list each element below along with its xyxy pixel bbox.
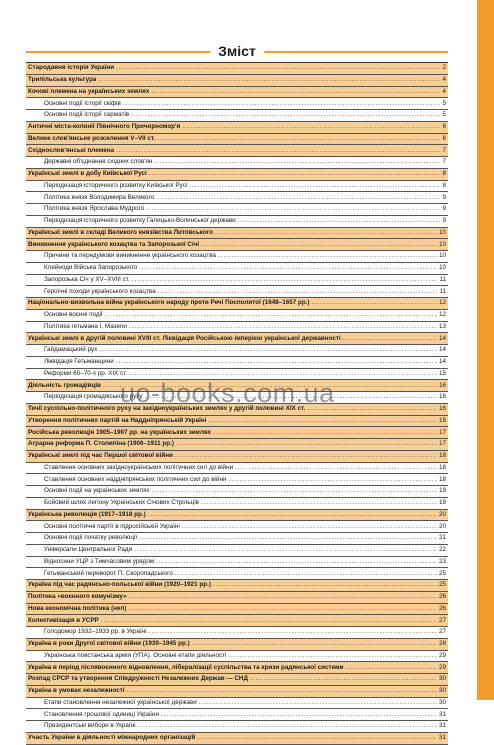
dot-leader	[128, 604, 437, 614]
entry-title: Діяльність громадівців	[28, 381, 101, 389]
entry-title: Українські землі в складі Великого князівства Литовського	[28, 228, 214, 236]
dot-leader	[152, 486, 437, 496]
toc-section-entry[interactable]	[26, 510, 448, 522]
entry-title: Ставлення основних наддніпрянських політичних сил до війни	[44, 475, 227, 483]
entry-title: Українські землі в другій половині XVIII ст. Ліквідація Російською імперією української державності	[28, 334, 341, 342]
toc-subsection-entry[interactable]	[26, 157, 448, 169]
entry-page-number: 13	[438, 322, 446, 330]
toc-section-entry[interactable]	[26, 662, 448, 674]
entry-page-number: 17	[438, 440, 446, 448]
dot-leader	[343, 334, 437, 344]
dot-leader	[127, 686, 437, 696]
toc-section-entry[interactable]	[26, 122, 448, 134]
dot-leader	[99, 345, 437, 355]
toc-subsection-entry[interactable]	[26, 286, 448, 298]
entry-page-number: 26	[438, 593, 446, 601]
entry-page-number: 31	[438, 722, 446, 730]
entry-title: Розпад СРСР та утворення Співдружності Незалежних Держав — СНД	[28, 675, 248, 683]
toc-subsection-entry[interactable]	[26, 557, 448, 569]
entry-page-number: 25	[438, 581, 446, 589]
toc-subsection-entry[interactable]	[26, 721, 448, 733]
entry-page-number: 10	[438, 264, 446, 272]
dot-leader	[176, 439, 437, 449]
entry-page-number: 23	[438, 557, 446, 565]
dot-leader	[201, 498, 437, 508]
entry-page-number: 20	[438, 522, 446, 530]
dot-leader	[182, 522, 437, 532]
toc-section-entry[interactable]	[26, 733, 448, 745]
entry-title: Античні міста-колонії Північного Причорномор'я	[28, 123, 181, 131]
toc-section-entry[interactable]	[26, 580, 448, 592]
toc-subsection-entry[interactable]	[26, 709, 448, 721]
dot-leader	[101, 616, 437, 626]
toc-subsection-entry[interactable]	[26, 263, 448, 275]
entry-title: Гетьманський переворот П. Скоропадського	[44, 569, 173, 577]
toc-section-entry[interactable]	[26, 686, 448, 698]
entry-page-number: 6	[442, 134, 446, 142]
dot-leader	[175, 451, 437, 461]
entry-title: Відносини УЦР з Тимчасовим урядом	[44, 557, 155, 565]
entry-page-number: 8	[442, 170, 446, 178]
entry-page-number: 10	[438, 228, 446, 236]
toc-subsection-entry[interactable]	[26, 322, 448, 334]
toc-subsection-entry[interactable]	[26, 345, 448, 357]
dot-leader	[105, 310, 437, 320]
dot-leader	[146, 204, 440, 214]
entry-title: Участь України в діяльності міжнародних організацій	[28, 734, 196, 742]
entry-page-number: 30	[438, 675, 446, 683]
dot-leader	[346, 663, 437, 673]
entry-title: Універсали Центральної Ради	[44, 546, 133, 554]
entry-title: Політика князя Ярослава Мудрого	[44, 205, 145, 213]
toc-subsection-entry[interactable]	[26, 275, 448, 287]
entry-title: Періодизація історичного розвитку Галицько-Волинської держави	[44, 217, 236, 225]
watermark: uo-books.com.ua	[120, 378, 335, 408]
entry-page-number: 29	[438, 651, 446, 659]
toc-subsection-entry[interactable]	[26, 310, 448, 322]
entry-page-number: 10	[438, 252, 446, 260]
toc-section-entry[interactable]	[26, 604, 448, 616]
toc-subsection-entry[interactable]	[26, 181, 448, 193]
toc-subsection-entry[interactable]	[26, 216, 448, 228]
entry-title: Політика гетьмана І. Мазепи	[44, 322, 127, 330]
entry-page-number: 16	[438, 405, 446, 413]
dot-leader	[132, 275, 438, 285]
entry-page-number: 29	[438, 663, 446, 671]
entry-page-number: 14	[438, 346, 446, 354]
entry-title: Основні воєнні події	[44, 311, 103, 319]
entry-title: Причини та передумови виникнення українського козацтва	[44, 252, 217, 260]
dot-leader	[149, 627, 437, 637]
toc-subsection-entry[interactable]	[26, 533, 448, 545]
entry-title: Нова економічна політика (неп)	[28, 604, 127, 612]
dot-leader	[116, 357, 437, 367]
dot-leader	[154, 157, 440, 167]
entry-page-number: 21	[438, 534, 446, 542]
toc-header	[26, 42, 448, 60]
entry-title: Становлення грошової одиниці України	[44, 710, 159, 718]
entry-page-number: 28	[438, 640, 446, 648]
entry-title: Основні події початку революції	[44, 534, 138, 542]
dot-leader	[228, 475, 437, 485]
entry-title: Основні політичні партії в підросійській Україні	[44, 522, 180, 530]
entry-title: Виникнення українського козацтва та Запорозької Січі	[28, 240, 200, 248]
toc-section-entry[interactable]	[26, 169, 448, 181]
entry-title: Президентські вибори в Україні	[44, 722, 136, 730]
dot-leader	[199, 698, 437, 708]
entry-title: Велике слов'янське розселення V–VII ст.	[28, 134, 156, 142]
toc-subsection-entry[interactable]	[26, 627, 448, 639]
entry-title: Українська революція (1917–1918 рр.)	[28, 510, 146, 518]
toc-section-entry[interactable]	[26, 639, 448, 651]
toc-subsection-entry[interactable]	[26, 110, 448, 122]
dot-leader	[182, 122, 440, 132]
toc-section-entry[interactable]	[26, 674, 448, 686]
dot-leader	[175, 569, 437, 579]
entry-page-number: 11	[439, 275, 446, 283]
toc-subsection-entry[interactable]	[26, 251, 448, 263]
dot-leader	[213, 428, 437, 438]
toc-section-entry[interactable]	[26, 75, 448, 87]
toc-subsection-entry[interactable]	[26, 568, 448, 580]
dot-leader	[235, 463, 437, 473]
entry-title: Бойовий шлях легіону Українських Січових Стрільців	[44, 499, 199, 507]
entry-page-number: 16	[438, 381, 446, 389]
dot-leader	[98, 75, 440, 85]
entry-page-number: 5	[442, 111, 446, 119]
dot-leader	[156, 557, 437, 567]
toc-section-entry[interactable]	[26, 63, 448, 75]
entry-title: Україна в умовах незалежності	[28, 687, 125, 695]
toc-section-entry[interactable]	[26, 145, 448, 157]
dot-leader	[158, 287, 438, 297]
entry-page-number: 7	[442, 146, 446, 154]
dot-leader	[192, 639, 437, 649]
entry-title: Трипільська культура	[28, 76, 97, 84]
entry-page-number: 25	[438, 569, 446, 577]
entry-title: Основні події історії сарматів	[44, 111, 130, 119]
entry-title: Східнослов'янські племена	[28, 146, 115, 154]
entry-title: Героїчні походи українського козацтва	[44, 287, 156, 295]
entry-page-number: 18	[438, 463, 446, 471]
toc-section-entry[interactable]	[26, 416, 448, 428]
dot-leader	[250, 674, 437, 684]
entry-title: Клейноди Війська Запорозького	[44, 264, 138, 272]
dot-leader	[157, 134, 440, 144]
toc-section-entry[interactable]	[26, 134, 448, 146]
entry-title: Течії суспільно-політичного руху на західноукраїнських землях у другій половині XIX ст.	[28, 405, 306, 413]
entry-page-number: 22	[438, 546, 446, 554]
entry-title: Утворення політичних партій на Наддніпрянській Україні	[28, 416, 207, 424]
entry-page-number: 20	[438, 510, 446, 518]
entry-page-number: 31	[438, 734, 446, 742]
entry-page-number: 19	[438, 499, 446, 507]
dot-leader	[215, 228, 437, 238]
entry-page-number: 9	[442, 205, 446, 213]
toc-section-entry[interactable]	[26, 87, 448, 99]
entry-title: Запорозька Січ у XV–XVIII ст.	[44, 275, 130, 283]
toc-section-entry[interactable]	[26, 451, 448, 463]
entry-page-number: 4	[442, 87, 446, 95]
toc-subsection-entry[interactable]	[26, 698, 448, 710]
entry-title: Періодизація історичного розвитку Київської Русі	[44, 181, 188, 189]
toc-section-entry[interactable]	[26, 592, 448, 604]
dot-leader	[139, 263, 437, 273]
entry-title: Україна в роки Другої світової війни (1939–1945 рр.)	[28, 640, 190, 648]
entry-title: Українські землі в добу Київської Русі	[28, 170, 147, 178]
dot-leader	[213, 580, 437, 590]
entry-page-number: 7	[442, 158, 446, 166]
dot-leader	[149, 169, 441, 179]
toc-subsection-entry[interactable]	[26, 98, 448, 110]
dot-leader	[189, 181, 440, 191]
entry-title: Українська повстанська армія (УПА). Основні етапи діяльності	[44, 651, 227, 659]
dot-leader	[123, 99, 441, 109]
entry-page-number: 14	[438, 358, 446, 366]
entry-page-number: 6	[442, 123, 446, 131]
toc-section-entry[interactable]	[26, 615, 448, 627]
toc-title: Зміст	[210, 42, 264, 60]
entry-title: Кочові племена на українських землях	[28, 87, 150, 95]
entry-title: Державні об'єднання східних слов'ян	[44, 158, 153, 166]
dot-leader	[208, 416, 437, 426]
entry-title: Етапи становлення незалежної української держави	[44, 698, 197, 706]
entry-page-number: 27	[438, 628, 446, 636]
dot-leader	[228, 651, 437, 661]
entry-page-number: 12	[438, 311, 446, 319]
dot-leader	[148, 510, 437, 520]
entry-title: Ставлення основних західноукраїнських політичних сил до війни	[44, 463, 234, 471]
entry-title: Ліквідація Гетьманщини	[44, 358, 114, 366]
entry-page-number: 30	[438, 687, 446, 695]
entry-page-number: 11	[439, 287, 446, 295]
entry-page-number: 31	[438, 710, 446, 718]
entry-title: Голодомор 1932–1933 рр. в Україні	[44, 628, 147, 636]
toc-subsection-entry[interactable]	[26, 463, 448, 475]
entry-title: Стародавня історія України	[28, 64, 115, 72]
toc-section-entry[interactable]	[26, 439, 448, 451]
entry-title: Аграрна реформа П. Столипіна (1906–1911 рр.)	[28, 440, 174, 448]
entry-page-number: 4	[442, 76, 446, 84]
toc-subsection-entry[interactable]	[26, 204, 448, 216]
entry-title: Колективізація в УСРР	[28, 616, 99, 624]
dot-leader	[134, 545, 437, 555]
entry-title: Основні події на українських землях	[44, 487, 150, 495]
dot-leader	[218, 251, 437, 261]
toc-section-entry[interactable]	[26, 228, 448, 240]
entry-page-number: 16	[438, 416, 446, 424]
entry-page-number: 9	[442, 217, 446, 225]
dot-leader	[138, 721, 437, 731]
entry-page-number: 5	[442, 99, 446, 107]
dot-leader	[131, 110, 440, 120]
dot-leader	[197, 733, 437, 743]
toc-section-entry[interactable]	[26, 298, 448, 310]
toc-section-entry[interactable]	[26, 427, 448, 439]
toc-section-entry[interactable]	[26, 333, 448, 345]
entry-page-number: 30	[438, 698, 446, 706]
entry-title: Політика князя Володимира Великого	[44, 193, 155, 201]
toc-subsection-entry[interactable]	[26, 357, 448, 369]
dot-leader	[139, 533, 437, 543]
entry-page-number: 17	[438, 428, 446, 436]
entry-title: Українські землі під час Першої світової війни	[28, 452, 173, 460]
dot-leader	[238, 216, 441, 226]
entry-page-number: 2	[442, 64, 446, 72]
entry-title: Політика «воєнного комунізму»	[28, 593, 127, 601]
entry-page-number: 15	[438, 369, 446, 377]
dot-leader	[116, 63, 440, 73]
entry-title: Україна в період післявоєнного відновлення, лібералізації суспільства та кризи радянської системи	[28, 663, 344, 671]
side-accent-stripe	[477, 0, 494, 700]
entry-title: Російська революція 1905–1907 рр. на українських землях	[28, 428, 211, 436]
entry-title: Основні події історії скіфів	[44, 99, 121, 107]
entry-title: Гайдамацький рух	[44, 346, 98, 354]
entry-page-number: 12	[438, 299, 446, 307]
entry-page-number: 19	[438, 487, 446, 495]
dot-leader	[312, 298, 437, 308]
toc-subsection-entry[interactable]	[26, 192, 448, 204]
entry-title: Періодизація громадівського руху	[44, 393, 143, 401]
entry-title: Національно-визвольна війна українського народу проти Речі Посполитої (1648–1657 рр.)	[28, 299, 310, 307]
entry-title: Реформи 60–70-х рр. XIX ст.	[44, 369, 128, 377]
entry-title: Україна під час радянсько-польської війни (1920–1921 рр.)	[28, 581, 211, 589]
entry-page-number: 18	[438, 452, 446, 460]
entry-page-number: 27	[438, 616, 446, 624]
dot-leader	[129, 592, 437, 602]
entry-page-number: 9	[442, 193, 446, 201]
toc-subsection-entry[interactable]	[26, 521, 448, 533]
entry-page-number: 10	[438, 240, 446, 248]
toc-subsection-entry[interactable]	[26, 498, 448, 510]
dot-leader	[129, 322, 437, 332]
entry-page-number: 16	[438, 393, 446, 401]
entry-page-number: 14	[438, 334, 446, 342]
dot-leader	[156, 193, 440, 203]
entry-page-number: 8	[442, 181, 446, 189]
toc-subsection-entry[interactable]	[26, 474, 448, 486]
dot-leader	[161, 710, 437, 720]
entry-page-number: 18	[438, 475, 446, 483]
toc-subsection-entry[interactable]	[26, 545, 448, 557]
toc-section-entry[interactable]	[26, 239, 448, 251]
dot-leader	[116, 146, 440, 156]
toc-subsection-entry[interactable]	[26, 486, 448, 498]
entry-page-number: 26	[438, 604, 446, 612]
toc-subsection-entry[interactable]	[26, 651, 448, 663]
dot-leader	[151, 87, 440, 97]
dot-leader	[201, 240, 437, 250]
